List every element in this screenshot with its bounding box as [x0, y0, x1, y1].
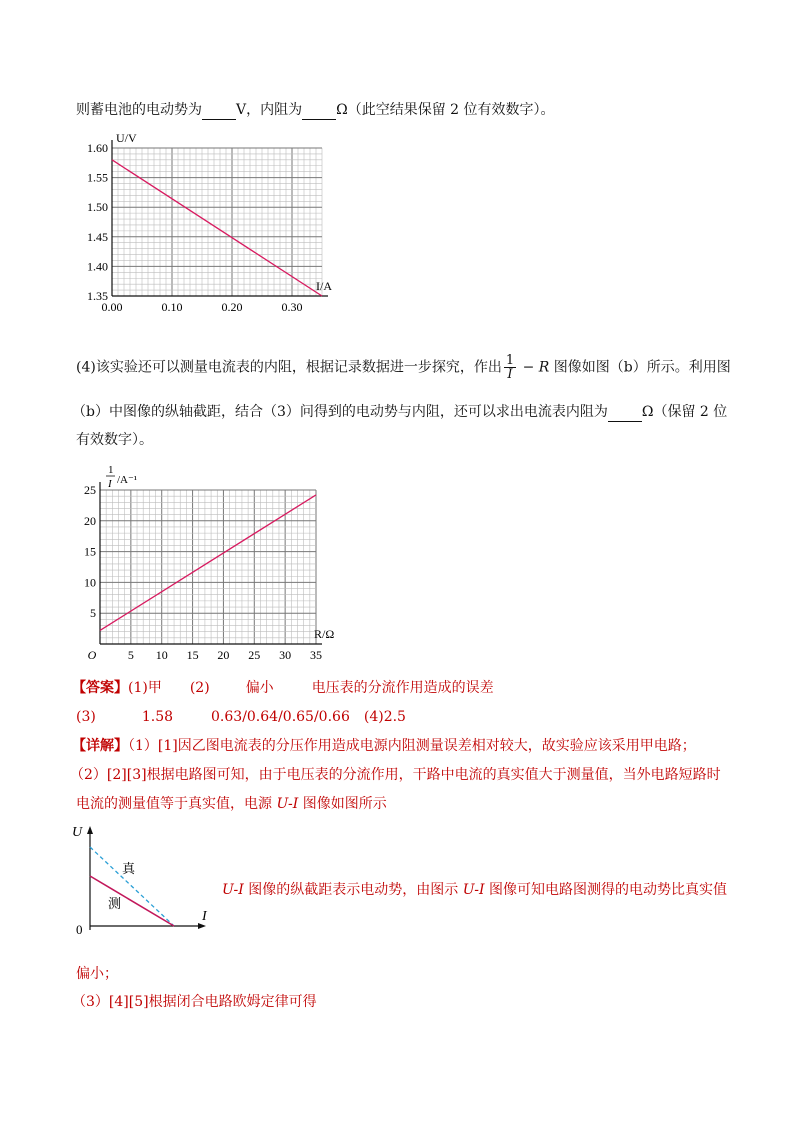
q3-text-pre: 则蓄电池的电动势为	[76, 102, 202, 118]
detail-line-2	[70, 765, 721, 785]
q3-text-unit-v: V，内阻为	[236, 102, 303, 118]
y-axis-label: U/V	[116, 131, 137, 145]
q4-line-3	[76, 430, 153, 450]
answer-2-num: (2)	[189, 680, 210, 696]
data-series-line	[112, 160, 322, 296]
sketch-y-arrow	[87, 826, 93, 834]
detail-side-mid: 图像的纵截距表示电动势，由图示	[243, 882, 463, 898]
fraction-denominator: I	[507, 367, 513, 382]
y-tick-label: 5	[90, 606, 96, 621]
y-tick-label: 10	[84, 575, 96, 590]
y-tick-label: 25	[84, 483, 96, 497]
x-tick-label: 5	[127, 648, 134, 662]
x-tick-label: 10	[155, 648, 168, 662]
y-tick-label: 1.45	[87, 229, 108, 244]
answer-2-value: 偏小	[245, 680, 274, 696]
true-value-line	[90, 847, 174, 926]
x-tick-label: 30	[279, 648, 292, 662]
x-tick-label: 0.10	[161, 300, 183, 314]
answer-line-1	[72, 678, 494, 698]
detail-line-4	[76, 964, 118, 984]
answer-3-value-1: 1.58	[141, 709, 174, 725]
q4-text-2: （b）中图像的纵轴截距，结合（3）问得到的电动势与内阻，还可以求出电流表内阻为	[72, 404, 608, 420]
one-over-i-fraction	[504, 354, 516, 381]
q4-text-3: 有效数字）。	[76, 432, 153, 448]
detail-line-5	[72, 992, 317, 1012]
y-axis-label-unit: /A⁻¹	[117, 474, 138, 486]
fraction-rest: − R	[518, 359, 550, 376]
detail-label: 【详解】	[72, 738, 128, 754]
detail-line-3	[76, 794, 387, 814]
measured-value-line	[90, 876, 174, 926]
x-tick-label: O	[87, 648, 97, 662]
q4-line-2	[72, 402, 727, 422]
detail-text-4: 偏小；	[76, 966, 118, 982]
answer-label: 【答案】	[72, 680, 128, 696]
sketch-x-label: I	[202, 909, 207, 924]
u-i-graph	[60, 128, 350, 328]
y-tick-label: 1.35	[87, 289, 108, 303]
sketch-true-label: 真	[122, 861, 136, 876]
y-tick-label: 20	[84, 513, 96, 528]
y-tick-label: 1.50	[87, 200, 108, 215]
q3-question-line	[76, 100, 555, 120]
y-axis-label-denominator: I	[108, 478, 112, 490]
y-axis-label-numerator: 1	[108, 464, 114, 476]
detail-text-1: （1）[1]因乙图电流表的分压作用造成电源内阻测量误差相对较大，故实验应该采用甲电路；	[128, 738, 696, 754]
detail-text-2: （2）[2][3]根据电路图可知，由于电压表的分流作用，干路中电流的真实值大于测量值，当外电路短路时	[70, 767, 721, 783]
detail-text-3-pre: 电流的测量值等于真实值，电源	[76, 796, 277, 812]
answer-line-2	[76, 707, 406, 727]
x-tick-label: 25	[248, 648, 261, 662]
q4-text-1-post: 图像如图（b）所示。利用图	[549, 359, 731, 376]
x-tick-label: 20	[217, 648, 230, 662]
x-tick-label: 0.00	[101, 300, 123, 314]
detail-side-text	[222, 880, 727, 900]
y-tick-label: 1.60	[87, 141, 108, 155]
q4-text-2-post: Ω（保留 2 位	[641, 404, 728, 420]
x-tick-label: 0.20	[221, 300, 243, 314]
q3-text-unit-ohm: Ω（此空结果保留 2 位有效数字）。	[336, 102, 555, 118]
x-axis-label: I/A	[316, 279, 332, 293]
sketch-measured-label: 测	[108, 896, 122, 911]
sketch-y-label: U	[72, 825, 83, 840]
q4-text-1: (4)该实验还可以测量电流表的内阻，根据记录数据进一步探究，作出	[76, 359, 502, 376]
x-tick-label: 15	[186, 648, 199, 662]
answer-4: (4)2.5	[363, 709, 406, 725]
sketch-origin-label: 0	[76, 922, 83, 937]
x-tick-label: 35	[310, 648, 322, 662]
inverse-current-resistance-graph	[72, 462, 362, 667]
answer-3-num: (3)	[76, 709, 96, 725]
internal-resistance-blank[interactable]	[302, 104, 336, 120]
detail-text-5: （3）[4][5]根据闭合电路欧姆定律可得	[72, 994, 317, 1010]
answer-2-reason: 电压表的分流作用造成的误差	[311, 680, 494, 696]
ammeter-resistance-blank[interactable]	[608, 406, 642, 422]
y-tick-label: 1.55	[87, 170, 108, 185]
detail-text-3-post: 图像如图所示	[298, 796, 387, 812]
answer-1: (1)甲	[128, 680, 162, 696]
detail-side-ui-1: U-I	[222, 882, 244, 898]
x-axis-label: R/Ω	[314, 627, 335, 641]
detail-line-1	[72, 736, 696, 756]
y-tick-label: 15	[84, 544, 96, 559]
detail-text-3-ui: U-I	[276, 796, 299, 812]
emf-answer-blank[interactable]	[202, 104, 236, 120]
u-i-comparison-sketch	[70, 818, 220, 938]
y-tick-label: 1.40	[87, 259, 108, 274]
detail-side-ui-2: U-I	[462, 882, 485, 898]
fraction-numerator: 1	[505, 353, 515, 368]
q4-line-1	[76, 354, 731, 381]
x-tick-label: 0.30	[281, 300, 303, 314]
answer-3-value-2: 0.63/0.64/0.65/0.66	[211, 709, 350, 725]
detail-side-post: 图像可知电路图测得的电动势比真实值	[484, 882, 728, 898]
data-series-line	[100, 495, 316, 631]
